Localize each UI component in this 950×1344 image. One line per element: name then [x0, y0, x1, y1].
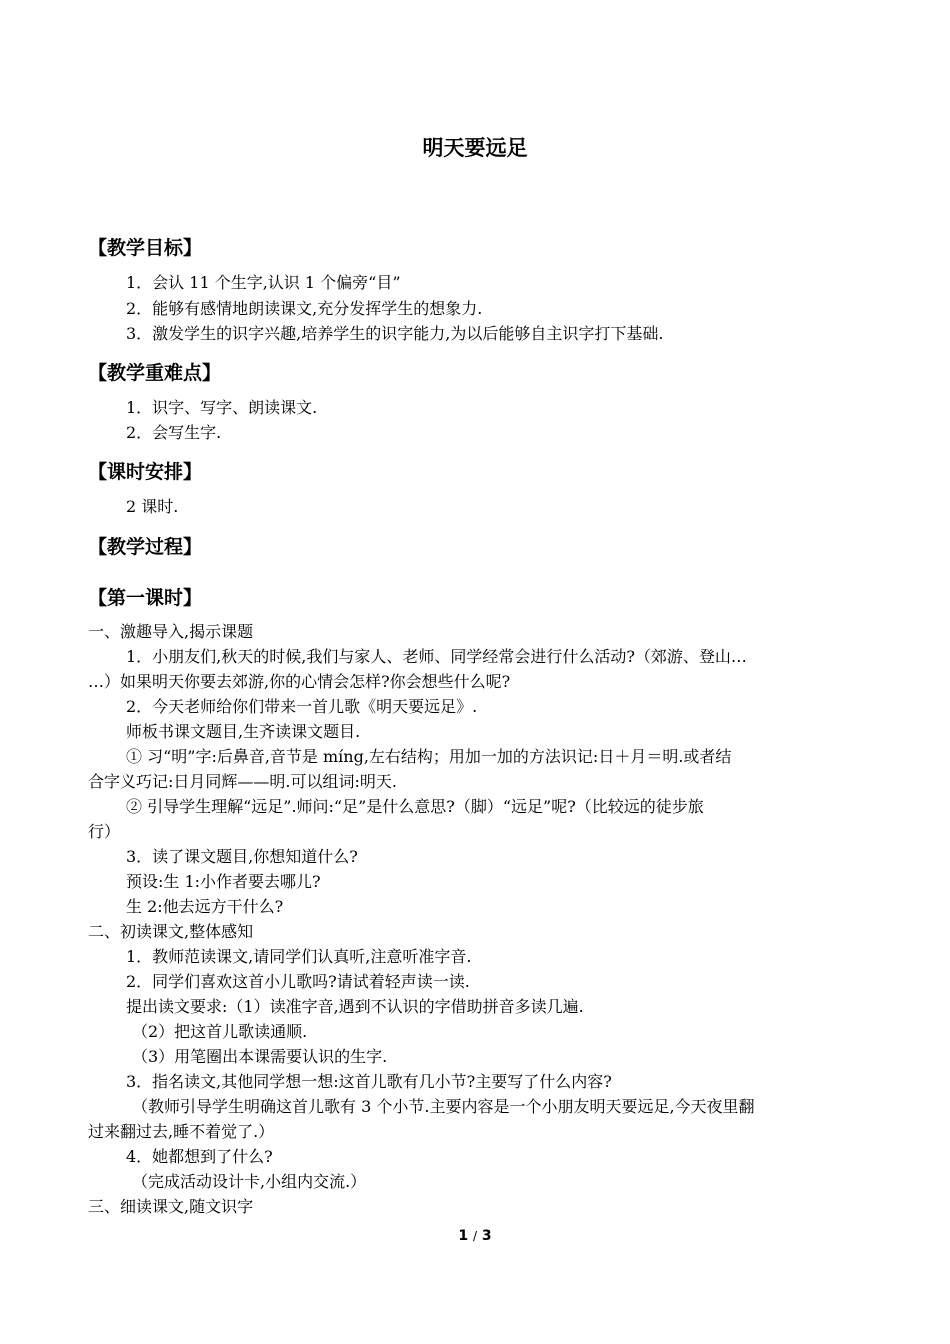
lesson-line: 提出读文要求:（1）读准字音,遇到不认识的字借助拼音多读几遍.: [126, 997, 584, 1016]
lesson-line: （完成活动设计卡,小组内交流.）: [132, 1172, 367, 1191]
lesson-line: ② 引导学生理解“远足”.师问:“足”是什么意思?（脚）“远足”呢?（比较远的徒步旅: [126, 797, 704, 816]
lesson-line: （教师引导学生明确这首儿歌有 3 个小节.主要内容是一个小朋友明天要远足,今天夜里翻: [132, 1097, 755, 1116]
heading-keypoints: 【教学重难点】: [88, 362, 222, 384]
total-pages: 3: [481, 1228, 492, 1244]
heading-process: 【教学过程】: [88, 536, 203, 558]
lesson-line: 一、激趣导入,揭示课题: [88, 622, 254, 641]
goal-item: 1．会认 11 个生字,认识 1 个偏旁“目”: [126, 273, 401, 292]
page-separator: /: [472, 1229, 478, 1243]
lesson-line: （2）把这首儿歌读通顺.: [132, 1022, 308, 1041]
lesson-line: 过来翻过去,睡不着觉了.）: [88, 1122, 275, 1141]
lesson-line: 3．读了课文题目,你想知道什么?: [126, 847, 358, 866]
heading-goals: 【教学目标】: [88, 237, 203, 259]
lesson-line: 二、初读课文,整体感知: [88, 922, 254, 941]
goal-item: 3．激发学生的识字兴趣,培养学生的识字能力,为以后能够自主识字打下基础.: [126, 324, 664, 343]
lesson-line: 2．同学们喜欢这首小儿歌吗?请试着轻声读一读.: [126, 972, 470, 991]
lesson-line: 1．小朋友们,秋天的时候,我们与家人、老师、同学经常会进行什么活动?（郊游、登山…: [126, 647, 747, 666]
heading-lesson1: 【第一课时】: [88, 587, 203, 609]
lesson-line: 2．今天老师给你们带来一首儿歌《明天要远足》.: [126, 697, 478, 716]
lesson-line: ① 习“明”字:后鼻音,音节是 míng,左右结构；用加一加的方法识记:日＋月＝明.或者结: [126, 747, 732, 766]
page-number: [0, 1226, 950, 1246]
page-title: 明天要远足: [422, 136, 528, 160]
lesson-line: 生 2:他去远方干什么?: [126, 897, 284, 916]
lesson-line: 4．她都想到了什么?: [126, 1147, 273, 1166]
lesson-line: （3）用笔圈出本课需要认识的生字.: [132, 1047, 388, 1066]
lesson-line: 合字义巧记:日月同辉——明.可以组词:明天.: [88, 772, 397, 791]
schedule-item: 2 课时.: [126, 497, 179, 516]
heading-schedule: 【课时安排】: [88, 461, 203, 483]
current-page: 1: [458, 1228, 469, 1244]
lesson-line: 3．指名读文,其他同学想一想:这首儿歌有几小节?主要写了什么内容?: [126, 1072, 612, 1091]
keypoint-item: 2．会写生字.: [126, 423, 222, 442]
lesson-line: …）如果明天你要去郊游,你的心情会怎样?你会想些什么呢?: [88, 672, 511, 691]
goal-item: 2．能够有感情地朗读课文,充分发挥学生的想象力.: [126, 299, 483, 318]
lesson-line: 1．教师范读课文,请同学们认真听,注意听准字音.: [126, 947, 472, 966]
keypoint-item: 1．识字、写字、朗读课文.: [126, 398, 318, 417]
lesson-line: 预设:生 1:小作者要去哪儿?: [126, 872, 321, 891]
lesson-line: 师板书课文题目,生齐读课文题目.: [126, 722, 361, 741]
lesson-line: 行）: [88, 822, 121, 841]
lesson-line: 三、细读课文,随文识字: [88, 1197, 254, 1216]
